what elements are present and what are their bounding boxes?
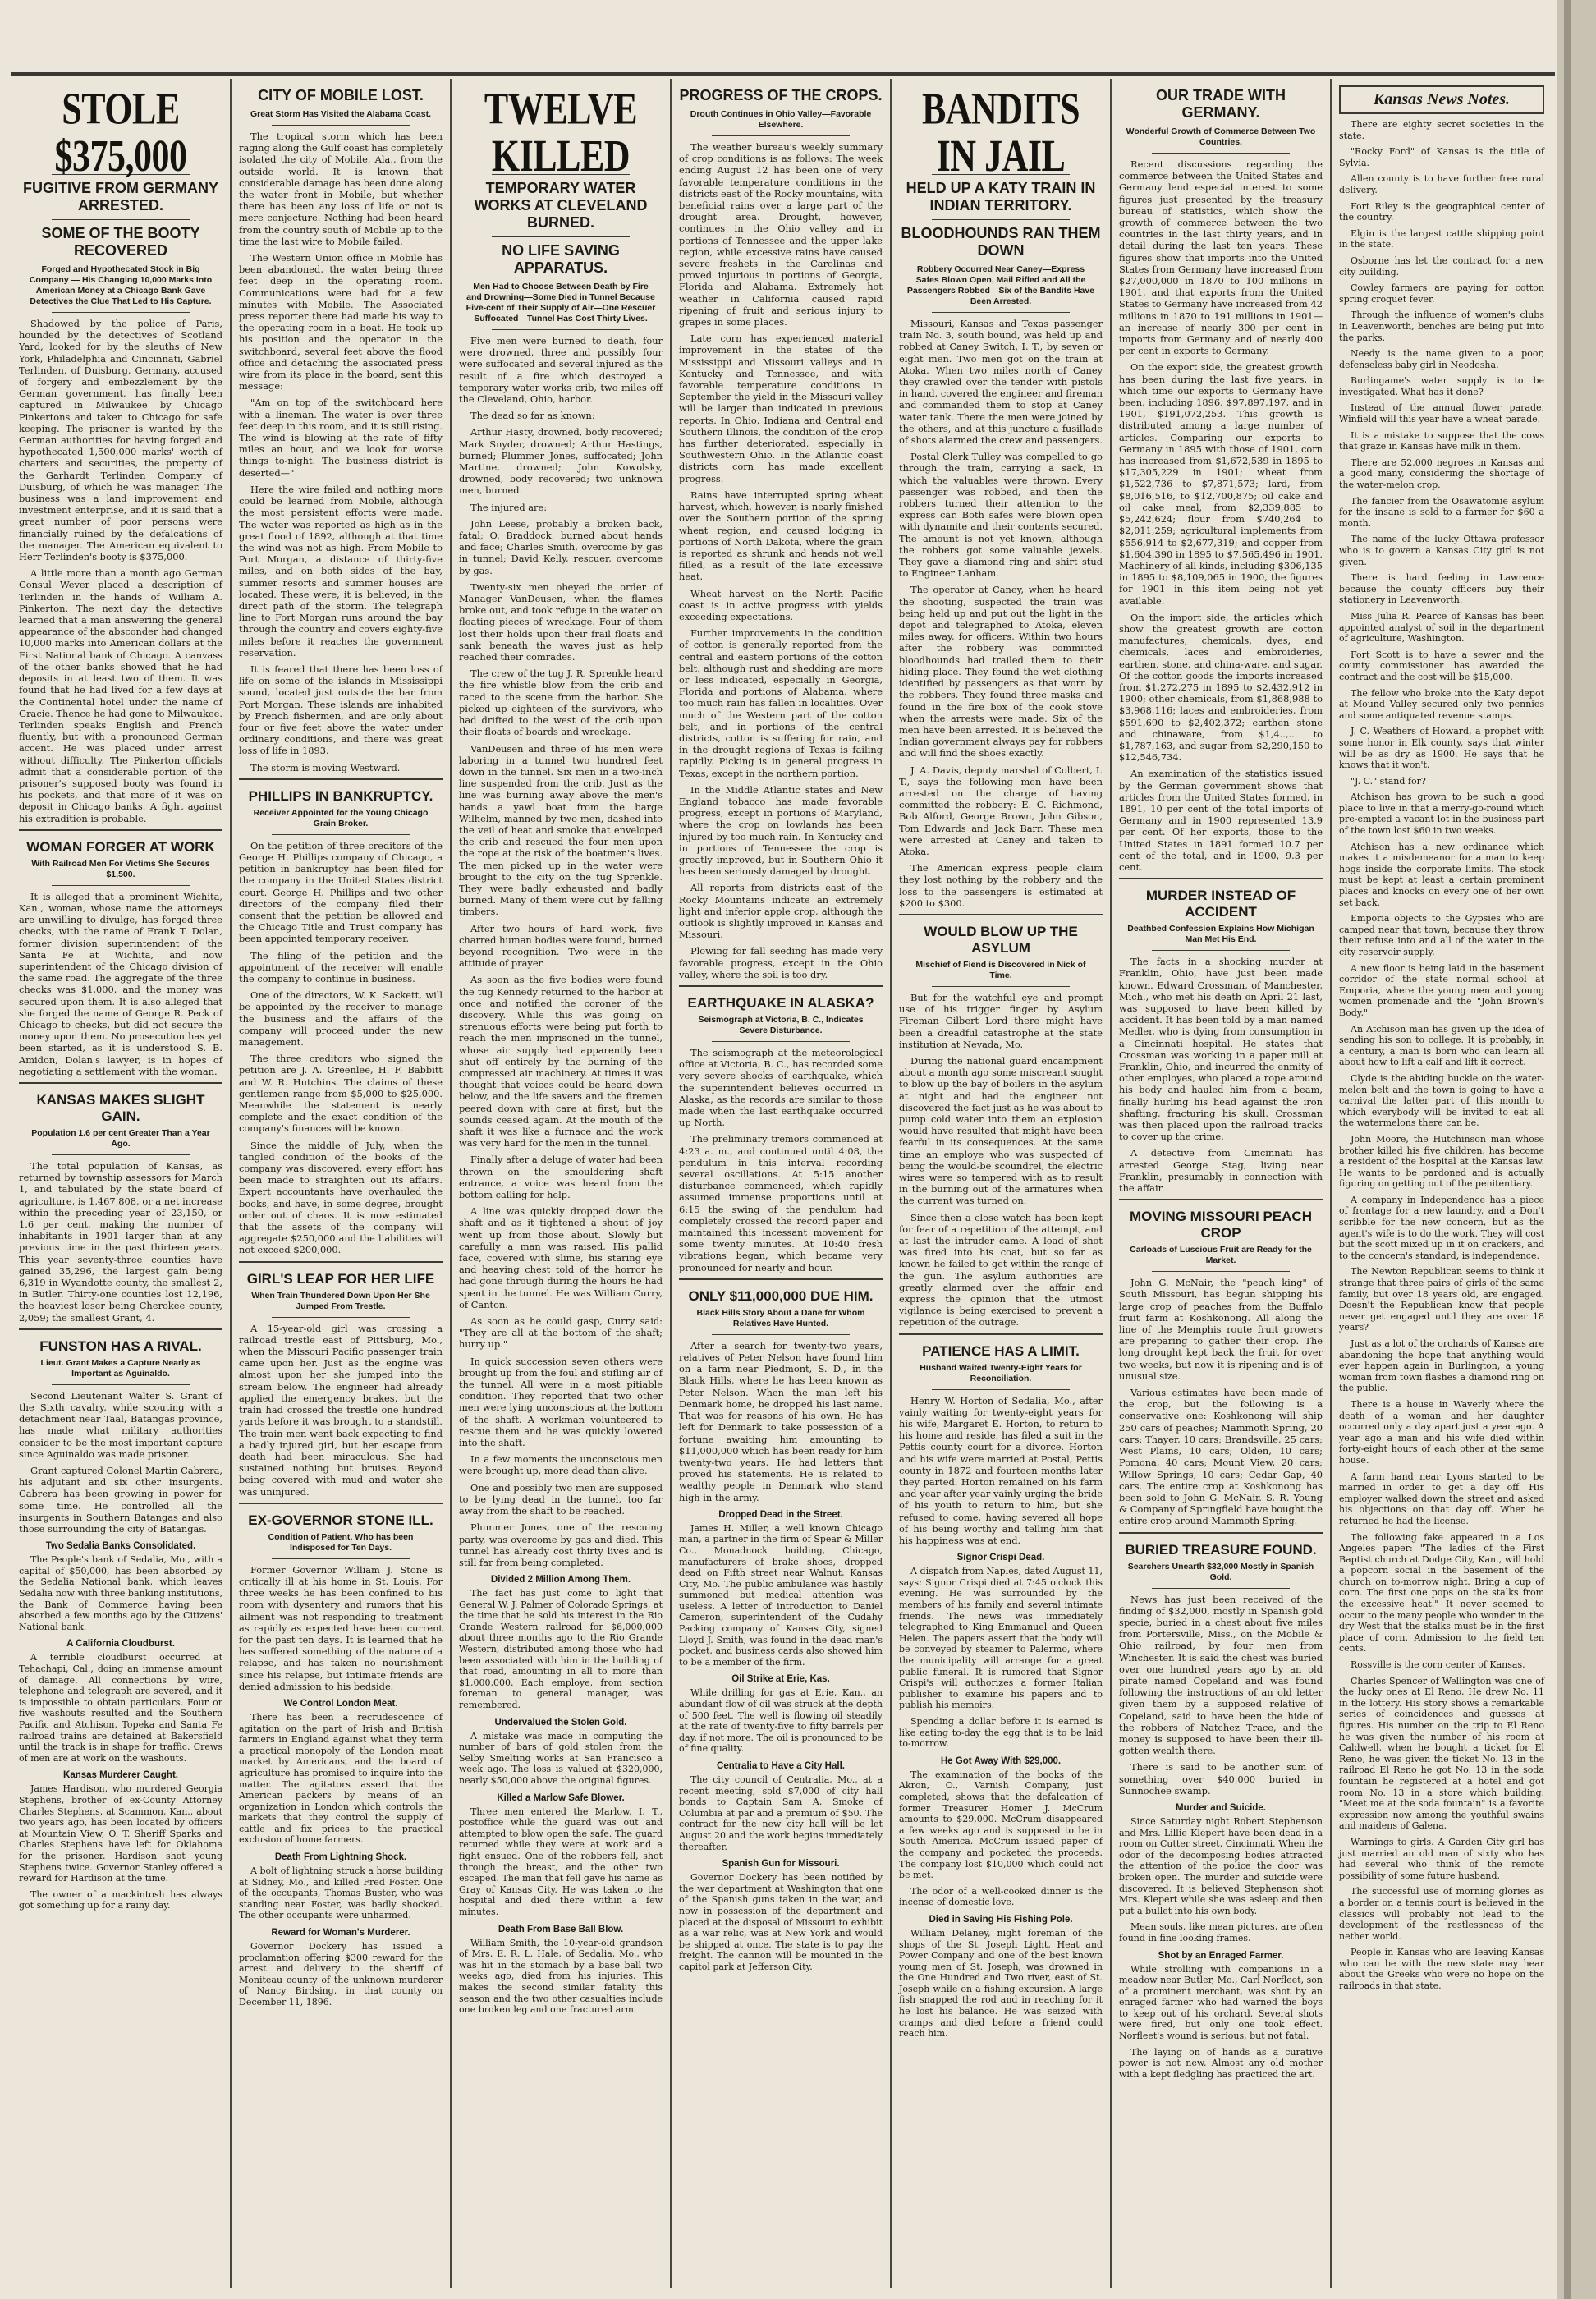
column-4 xyxy=(672,79,892,2288)
brief-headline: Murder and Suicide. xyxy=(1176,1802,1266,1813)
rule xyxy=(1152,1271,1290,1272)
news-note: Allen county is to have further free rural delivery. xyxy=(1339,173,1544,195)
rule xyxy=(52,219,190,220)
news-note: Elgin is the largest cattle shipping point in the state. xyxy=(1339,227,1544,250)
news-note: Needy is the name given to a poor, defenseless baby girl in Neodesha. xyxy=(1339,348,1544,370)
news-note: There is hard feeling in Lawrence because the county officers buy their stationery in Leavenworth. xyxy=(1339,572,1544,606)
headline-deck: Searchers Unearth $32,000 Mostly in Spanish Gold. xyxy=(1127,1561,1314,1582)
headline-deck: Condition of Patient, Who has been Indisposed for Ten Days. xyxy=(268,1531,414,1553)
brief-paragraph: The city council of Centralia, Mo., at a recent meeting, sold $7,000 of city hall bonds to Captain Sam A. Smoke of Columbia at par and a premium of $50. The contract for the new city hall will be let August 20 and the work begins immediately thereafter. xyxy=(679,1774,883,1852)
article-paragraph: Here the wire failed and nothing more could be learned from Mobile, although the most persistent efforts were made. The water was reported as high as in the great flood of 1892, although at that time the wind was not as high. From Mobile to Port Morgan, a distance of thirty-five miles, and on both sides of the bay, summer resorts and summer houses are located. These were, it is believed, in the direct path of the storm. The telegraph line to Fort Morgan runs around the bay through the country and covers eighty-five miles before it reaches the government reservation. xyxy=(239,483,443,658)
rule xyxy=(19,1328,222,1330)
brief-headline: Death From Base Ball Blow. xyxy=(498,1924,624,1934)
news-note: Atchison has a new ordinance which makes it a misdemeanor for a man to keep hogs inside the corporate limits. The stock must be kept at least a certain prominent places and knocks on every one of her own set back. xyxy=(1339,841,1544,908)
brief-paragraph: William Delaney, night foreman of the shops of the St. Joseph Light, Heat and Power Company and one of the best known young men of St. Joseph, was drowned in the One Hundred and Two river, east of St. Joseph while on a fishing excursion. A large fish snapped the rod and in reaching for it he lost his balance. He was seized with cramps and died before a friend could reach him. xyxy=(899,1927,1103,2040)
rule xyxy=(1152,1588,1290,1589)
headline-deck: Husband Waited Twenty-Eight Years for Reconciliation. xyxy=(920,1362,1082,1384)
article-paragraph: The American express people claim they lost nothing by the robbery and the loss to the passengers is estimated at $200 to $300. xyxy=(899,862,1103,909)
headline: EX-GOVERNOR STONE ILL. xyxy=(248,1512,433,1528)
rule xyxy=(272,1317,410,1318)
headline: PROGRESS OF THE CROPS. xyxy=(679,87,883,103)
article-paragraph: Twenty-six men obeyed the order of Manager VanDeusen, when the flames broke out, and took refuge in the water on floating pieces of wreckage. Four of them lost their holds upon their frail floats and sank beneath the waves just as help reached their comrades. xyxy=(459,580,663,663)
article-paragraph: Late corn has experienced material improvement in the states of the Mississippi and Missouri valleys and in Kentucky and Tennessee, and with favorable temperature conditions in September the yield in the Missouri valley will be larger than indicated in previous reports. In Ohio, Indiana and Central and Southern Illinois, the condition of the crop has further deteriorated, especially in Southwestern Ohio. In the Atlantic coast districts corn has made excellent progress. xyxy=(679,333,883,484)
rule xyxy=(932,1389,1070,1390)
brief-headline: Died in Saving His Fishing Pole. xyxy=(929,1914,1073,1925)
article-paragraph: On the petition of three creditors of the George H. Phillips company of Chicago, a petition in bankruptcy has been filed for the company in the United States district court. George H. Phillips and two other directors of the company filed their consent that the petition be allowed and the Chicago Title and Trust company has been appointed temporary receiver. xyxy=(239,839,443,945)
article-paragraph: John Leese, probably a broken back, fatal; O. Braddock, burned about hands and face; Charles Smith, overcome by gas in tunnel; David Kelly, rescuer, overcome by gas. xyxy=(459,517,663,576)
rule xyxy=(932,219,1070,220)
brief-headline: Undervalued the Stolen Gold. xyxy=(494,1717,627,1728)
article-paragraph: The injured are: xyxy=(470,501,548,513)
filler-item: The odor of a well-cooked dinner is the incense of domestic love. xyxy=(899,1885,1103,1908)
column-6 xyxy=(1112,79,1332,2288)
article-paragraph: VanDeusen and three of his men were laboring in a tunnel two hundred feet down in the tunnel. Six men in a two-inch line suspended from the crib. Just as the line was burning away above the men's hands a yawl boat from the barge Wilhelm, manned by two men, dashed into the veil of heat and smoke that enveloped the crib and rescued the four men upon the rope at the risk of the boatmen's lives. The men picked up in the water were brought to the city on the tug Sprenkle. They were badly exhausted and badly burned. Many of them were cut by falling timbers. xyxy=(459,742,663,918)
headline: STOLE $375,000 xyxy=(54,83,187,181)
brief-paragraph: The People's bank of Sedalia, Mo., with a capital of $50,000, has been absorbed by the Sedalia National bank, which leaves Sedalia now with three banking institutions, the Bank of Commerce having been absorbed a few months ago by the Citizens' National bank. xyxy=(19,1554,222,1632)
article-paragraph: Finally after a deluge of water had been thrown on the smouldering shaft entrance, a voice was heard from the bottom calling for help. xyxy=(459,1154,663,1201)
article-paragraph: Since the middle of July, when the tangled condition of the books of the company was discovered, every effort has been made to straighten out its affairs. Expert accountants have overhauled the books, and have, in some degree, brought order out of chaos. It is now estimated that the assets of the company will aggregate $250,000 and the liabilities will not exceed $200,000. xyxy=(239,1139,443,1256)
headline-deck: Forged and Hypothecated Stock in Big Company — His Changing 10,000 Marks Into American Money at a Chicago Bank Gave Detectives the Clue That Led to His Capture. xyxy=(29,264,213,306)
article-paragraph: It is alleged that a prominent Wichita, Kan., woman, whose name the attorneys are unwilling to divulge, has forged three checks, with the name of Frank T. Dolan, former division superintendent of the Santa Fe at Wichita, and now superintendent of the Chicago division of the same road. The aggregate of the three checks was $1,000, and the money was secured upon them. It is also alleged that she forged the name of George R. Peck of Chicago to checks, but did not secure the money upon them. No prosecution has yet been started, as it is understood S. B. Amidon, Dolan's lawyer, is in hopes of negotiating a settlement with the woman. xyxy=(19,890,222,1077)
article-paragraph: Shadowed by the police of Paris, hounded by the detectives of Scotland Yard, looked for by the sleuths of New York, Philadelphia and Cincinnati, Gabriel Terlinden, of Duisburg, Germany, accused of forgery and embezzlement by the German government, has finally been captured in Milwaukee by Chicago Pinkertons and taken to Chicago for safe keeping. The prisoner is wanted by the German authorities for having forged and hypothecated 1,500,000 marks' worth of charters and securities, the property of the Garhardt Terlinden Company of Duisburg, of which he was manager. The business was a land improvement and investment enterprise, and it is said that a great number of poor persons were financially ruined by the defalcations of the manager. The American equivalent to Herr Terlinden's booty is $375,000. xyxy=(19,318,222,563)
page-binding-strip xyxy=(1564,0,1571,2299)
rule xyxy=(492,236,630,237)
column-3 xyxy=(452,79,672,2288)
subheadline: SOME OF THE BOOTY RECOVERED xyxy=(41,225,200,259)
news-note: A farm hand near Lyons started to be married in order to get a day off. His employer walked down the street and asked his objections on that day off. When he returned he had the license. xyxy=(1339,1471,1544,1526)
news-note: Warnings to girls. A Garden City girl has just married an old man of sixty who has had several who think of the remote possibility of some future husband. xyxy=(1339,1836,1544,1881)
news-note: An Atchison man has given up the idea of sending his son to college. It is probably, in a century, a man is born who can learn all about how to lift a calf and lift it correct. xyxy=(1339,1023,1544,1068)
rule xyxy=(52,1384,190,1385)
brief-headline: Signor Crispi Dead. xyxy=(956,1553,1045,1563)
subheadline: FUGITIVE FROM GERMANY ARRESTED. xyxy=(23,180,218,213)
news-note: "J. C." stand for? xyxy=(1351,775,1426,787)
subheadline: TEMPORARY WATER WORKS AT CLEVELAND BURNED. xyxy=(474,180,648,231)
brief-paragraph: While strolling with companions in a meadow near Butler, Mo., Carl Norfleet, son of a prominent merchant, was shot by an enraged farmer who had warned the boys to keep out of his orchard. Several shots were fired, but only one took effect. Norfleet's wound is serious, but not fatal. xyxy=(1119,1963,1323,2042)
headline: WOULD BLOW UP THE ASYLUM xyxy=(924,923,1078,956)
filler-item: Spending a dollar before it is earned is like eating to-day the egg that is to be laid to-morrow. xyxy=(899,1716,1103,1750)
news-note: It is a mistake to suppose that the cows that graze in Kansas have milk in them. xyxy=(1339,429,1544,452)
rule xyxy=(932,986,1070,987)
brief-paragraph: Since Saturday night Robert Stephenson and Mrs. Lillie Klepert have been dead in a room on Cutter street, Cincinnati. When the odor of the decomposing bodies attracted the attention of the police the door was broken open. The murder and suicide were discovered. It is believed Stephenson shot Mrs. Klepert while she was asleep and then put a bullet into his own body. xyxy=(1119,1815,1323,1916)
headline: BURIED TREASURE FOUND. xyxy=(1125,1541,1317,1558)
article-paragraph: A 15-year-old girl was crossing a railroad trestle east of Pittsburg, Mo., when the Missouri Pacific passenger train came upon her. Just as the engine was almost upon her she jumped into the stream below. The engineer had already applied the emergency brakes, but the train had crossed the trestle one hundred yards before it was brought to a standstill. The train men went back expecting to find a badly injured girl, but her escape from death had been miraculous. She had sustained nothing but bruises. Beyond being covered with mud and water she was uninjured. xyxy=(239,1322,443,1498)
news-note: Through the influence of women's clubs in Leavenworth, benches are being put into the parks. xyxy=(1339,310,1544,343)
rule xyxy=(679,1278,883,1280)
news-note: The following fake appeared in a Los Angeles paper: "The ladies of the First Baptist church at Dodge City, Kan., will hold a popcorn social in the basement of the church on to-morrow night. Bring a cup of corn. The first one pops on the stalks from the excessive heat." It never seemed to occur to the many people who wonder in the dry West that the stalks must be in the first place of corn. Admission to the field ten cents. xyxy=(1339,1531,1544,1654)
news-note: Emporia objects to the Gypsies who are camped near that town, because they throw their refuse into and all of the water in the city reservoir supply. xyxy=(1339,913,1544,957)
article-paragraph: As soon as the five bodies were found the tug Kennedy returned to the harbor at once and notified the coroner of the discovery. While this was going on strenuous efforts were being put forth to reach the men imprisoned in the tunnel, whose air supply had apparently been shut off entirely by the burning of the compressed air machinery. At times it was thought that voices could be heard down below, and the life savers and the firemen peered down with care at first, but the sounds ceased again. At the mouth of the shaft it was like a furnace and the work was very hard for the men in the tunnel. xyxy=(459,974,663,1150)
headline-deck: Great Storm Has Visited the Alabama Coast. xyxy=(250,109,431,119)
rule xyxy=(272,834,410,835)
rule xyxy=(239,778,443,780)
masthead-rule xyxy=(11,72,1555,76)
rule xyxy=(1152,153,1290,154)
article-paragraph: The storm is moving Westward. xyxy=(250,761,401,773)
brief-headline: Oil Strike at Erie, Kas. xyxy=(732,1674,830,1685)
brief-headline: Divided 2 Million Among Them. xyxy=(490,1575,631,1585)
rule xyxy=(1152,950,1290,951)
news-note: Osborne has let the contract for a new city building. xyxy=(1339,255,1544,278)
brief-headline: Killed a Marlow Safe Blower. xyxy=(497,1792,625,1803)
rule xyxy=(679,985,883,987)
brief-paragraph: There has been a recrudescence of agitation on the part of Irish and British farmers in England against what they term a practical monopoly of the London meat market by Americans, and the board of agriculture has promised to inquire into the matter. The agitators assert that the American packers by means of an organization in London which controls the markets that they control the supply of cattle and fix prices to the practical exclusion of home farmers. xyxy=(239,1711,443,1846)
news-note: Fort Scott is to have a sewer and the county commissioner has awarded the contract and the cost will be $15,000. xyxy=(1339,649,1544,682)
news-note: There are 52,000 negroes in Kansas and a good many, considering the shortage of the water-melon crop. xyxy=(1339,457,1544,491)
brief-headline: Kansas Murderer Caught. xyxy=(63,1770,178,1781)
brief-headline: Reward for Woman's Murderer. xyxy=(271,1928,410,1939)
page-edge xyxy=(1557,0,1596,2299)
article-paragraph: As soon as he could gasp, Curry said: "They are all at the bottom of the shaft; hurry up." xyxy=(459,1315,663,1351)
rule xyxy=(19,829,222,831)
brief-headline: We Control London Meat. xyxy=(283,1698,398,1709)
rule xyxy=(1119,1532,1323,1534)
brief-paragraph: A bolt of lightning struck a horse building at Sidney, Mo., and killed Fred Foster. One of the occupants, Thomas Buster, who was standing near Foster, was badly shocked. The other occupants were unharmed. xyxy=(239,1865,443,1921)
headline-deck: Wonderful Growth of Commerce Between Two Countries. xyxy=(1126,126,1316,147)
news-note: The successful use of morning glories as a border on a tennis court is believed in the classics will probably not lead to the development of the restlessness of the nether world. xyxy=(1339,1886,1544,1942)
headline: KANSAS MAKES SLIGHT GAIN. xyxy=(36,1091,205,1124)
subheadline: HELD UP A KATY TRAIN IN INDIAN TERRITORY. xyxy=(906,180,1096,213)
filler-item: Mean souls, like mean pictures, are often found in fine looking frames. xyxy=(1119,1921,1323,1943)
news-note: Clyde is the abiding buckle on the water-melon belt and the town is going to have a carnival the latter part of this month to which everybody will be invited to eat all the watermelons there can be. xyxy=(1339,1072,1544,1129)
article-paragraph: After two hours of hard work, five charred human bodies were found, burned beyond recognition. Two were in the attitude of prayer. xyxy=(459,922,663,970)
rule xyxy=(712,1041,850,1042)
headline-deck: Carloads of Luscious Fruit are Ready for the Market. xyxy=(1130,1245,1312,1266)
headline-deck: Lieut. Grant Makes a Capture Nearly as Important as Aguinaldo. xyxy=(40,1357,201,1379)
headline: GIRL'S LEAP FOR HER LIFE xyxy=(246,1270,435,1287)
brief-headline: He Got Away With $29,000. xyxy=(940,1755,1062,1766)
headline: ONLY $11,000,000 DUE HIM. xyxy=(688,1287,874,1304)
article-paragraph: News has just been received of the finding of $32,000, mostly in Spanish gold specie, buried in a chest about five miles from Portersville, Miss., on the Mobile & Ohio railroad, by four men from Winchester. It is said the chest was buried over one hundred years ago by an old pirate named Copeland and was found following the instructions of an old letter given them by a supposed relative of Copeland, said to have been the hide of the robbers of Natchez Trace, and the money is supposed to have been their ill-gotten wealth there. xyxy=(1119,1593,1323,1757)
rule xyxy=(52,312,190,313)
headline-deck: Seismograph at Victoria, B. C., Indicates Severe Disturbance. xyxy=(698,1015,864,1036)
headline-deck: With Railroad Men For Victims She Secures $1,500. xyxy=(31,858,210,879)
article-paragraph: All reports from districts east of the Rocky Mountains indicate an extremely light and inferior apple crop, although the outlook is slightly improved in Kansas and Missouri. xyxy=(679,882,883,941)
article-paragraph: Wheat harvest on the North Pacific coast is in active progress with yields exceeding expectations. xyxy=(679,587,883,622)
brief-paragraph: Governor Dockery has been notified by the war department at Washington that one of the Spanish guns taken in the war, and now in possession of the department and placed at the disposal of Missouri to exhibit as a war relic, was at New York and would be shipped at once. The state is to pay the freight. The cannon will be mounted in the capitol park at Jefferson City. xyxy=(679,1872,883,1972)
subheadline: NO LIFE SAVING APPARATUS. xyxy=(502,242,620,276)
brief-paragraph: A terrible cloudburst occurred at Tehachapi, Cal., doing an immense amount of damage. All connections by wire, telephone and telegraph are severed, and it is impossible to obtain particulars. Four or five washouts resulted and the Southern Pacific and Atchison, Topeka and Santa Fe railroad trains are detained at Bakersfield until the track is in shape for traffic. Crews of men are at work on the washouts. xyxy=(19,1652,222,1764)
rule xyxy=(239,1503,443,1504)
news-note: Charles Spencer of Wellington was one of the lucky ones at El Reno. He drew No. 11 in the lottery. His story shows a remarkable series of coincidences and guesses at figures. His number on the trip to El Reno he was given the number of his room at Caldwell, when he bought a ticket for El Reno, he was given the ticket No. 13 in the railroad El Reno he got No. 13 in the soda fountain he registered at a hotel and got room No. 13 in a store which building. "Meet me at the soda fountain" is a favorite expression now among the youthful swains and maidens of Galena. xyxy=(1339,1675,1544,1832)
article-paragraph: The weather bureau's weekly summary of crop conditions is as follows: The week ending August 12 has been one of very favorable temperature conditions in the districts east of the Rocky mountains, with beneficial rains over a large part of the drought area. Drought, however, continues in the Ohio valley and in portions of Tennessee and the upper lake region, while excessive rains have caused severe freshets in the Carolinas and proved injurious in portions of Georgia, Florida and Alabama. Extremely hot weather in California caused rapid ripening of fruit and serious injury to grapes in some places. xyxy=(679,141,883,328)
column-2 xyxy=(232,79,452,2288)
rule xyxy=(52,885,190,886)
headline: PHILLIPS IN BANKRUPTCY. xyxy=(248,787,433,804)
news-notes-heading: Kansas News Notes. xyxy=(1339,85,1544,114)
article-paragraph: Plowing for fall seeding has made very favorable progress, except in the Ohio valley, where the soil is too dry. xyxy=(679,945,883,980)
rule xyxy=(712,1334,850,1335)
headline: MURDER INSTEAD OF ACCIDENT xyxy=(1145,888,1296,920)
article-paragraph: The filing of the petition and the appointment of the receiver will enable the company to continue in business. xyxy=(239,949,443,984)
headline: OUR TRADE WITH GERMANY. xyxy=(1156,87,1286,121)
headline-deck: Deathbed Confession Explains How Michigan Man Met His End. xyxy=(1127,924,1314,945)
brief-headline: Dropped Dead in the Street. xyxy=(718,1509,843,1520)
article-paragraph: There is said to be another sum of something over $40,000 buried in Sunnochee swamp. xyxy=(1119,1761,1323,1797)
column-7 xyxy=(1332,79,1552,2288)
rule xyxy=(899,1333,1103,1335)
article-paragraph: "Am on top of the switchboard here with a lineman. The water is over three feet deep in this room, and it is still rising. The wind is blowing at the rate of fifty miles an hour, and we look for worse things to-night. The business district is deserted—" xyxy=(239,397,443,479)
article-paragraph: Recent discussions regarding the commerce between the United States and Germany lend especial interest to some figures just presented by the treasury bureau of statistics, which show the growth of commerce between the two countries in the last thirty years, and in detail during the last ten years. These figures show that imports into the United States from Germany have increased from $27,000,000 in 1870 to 100 millions in 1901, and that exports from the United States to Germany have increased from 42 millions in 1870 to 191 millions in 1901—an increase of nearly 300 per cent in imports from Germany and of nearly 400 per cent in exports to Germany. xyxy=(1119,158,1323,357)
news-note: "Rocky Ford" of Kansas is the title of Sylvia. xyxy=(1339,146,1544,168)
article-paragraph: One and possibly two men are supposed to be lying dead in the tunnel, too far away from the shaft to be reached. xyxy=(459,1481,663,1517)
brief-paragraph: Three men entered the Marlow, I. T., postoffice while the guard was out and attempted to blow open the safe. The guard returned while they were at work and a fight ensued. One of the robbers fell, shot through the breast, and the other two escaped. The man that fell gave his name as Gray of Kansas City. He was taken to the hospital and died there within a few minutes. xyxy=(459,1806,663,1917)
brief-headline: Spanish Gun for Missouri. xyxy=(722,1859,840,1870)
rule xyxy=(52,1154,190,1155)
article-paragraph: Henry W. Horton of Sedalia, Mo., after vainly waiting for twenty-eight years for his wife, Margaret E. Horton, to return to his home and reside, has filed a suit in the Pettis county court for a divorce. Horton and his wife were married at Postal, Pettis county in 1872 and fourteen months later they parted. Horton remained on his farm and year after year vainly urging the bride of his youth to return to him, but she refused to come, having severed all hope of his being worthy and telling him that his happiness was at end. xyxy=(899,1394,1103,1547)
news-note: Burlingame's water supply is to be investigated. What has it done? xyxy=(1339,375,1544,397)
article-paragraph: An examination of the statistics issued by the German government shows that articles from the United States formed, in 1891, 10 per cent of the total imports of Germany and in 1900 represented 13.9 per cent. Of her exports, those to the United States in 1891 formed 10.7 per cent of the total, and in 1900, 9.3 per cent. xyxy=(1119,768,1323,873)
brief-headline: Shot by an Enraged Farmer. xyxy=(1158,1950,1284,1961)
article-paragraph: A line was quickly dropped down the shaft and as it tightened a shout of joy went up from those about. Slowly but carefully a man was raised. His pallid face, covered with slime, his staring eye and heaving chest told of the horror he had gone through during the hours he had spent in the tunnel. He was William Curry, of Canton. xyxy=(459,1205,663,1310)
news-note: The fancier from the Osawatomie asylum for the insane is sold to a farmer for $60 a month. xyxy=(1339,495,1544,529)
rule xyxy=(492,329,630,330)
article-paragraph: Five men were burned to death, four were drowned, three and possibly four were suffocated and several injured as the result of a fire which destroyed a temporary water works crib, two miles off the Cleveland, Ohio, harbor. xyxy=(459,335,663,406)
brief-headline: A California Cloudburst. xyxy=(66,1639,175,1650)
column-1 xyxy=(11,79,232,2288)
news-note: The fellow who broke into the Katy depot at Mound Valley secured only two pennies and some antiquated revenue stamps. xyxy=(1339,687,1544,721)
article-paragraph: The three creditors who signed the petition are J. A. Greenlee, H. F. Babbitt and W. R. Hutchins. The claims of these gentlemen range from $5,000 to $25,000. Meanwhile the statement is nearly complete and the exact condition of the company's finances will be known. xyxy=(239,1053,443,1135)
headline: WOMAN FORGER AT WORK xyxy=(26,838,215,855)
rule xyxy=(272,125,410,126)
news-note: A new floor is being laid in the basement corridor of the state normal school at Emporia, where the young men and young women promenade and the "John Brown's Body." xyxy=(1339,962,1544,1018)
rule xyxy=(1119,878,1323,879)
article-paragraph: One of the directors, W. K. Sackett, will be appointed by the receiver to manage the business and the affairs of the company will proceed under the new management. xyxy=(239,989,443,1049)
headline-deck: When Train Thundered Down Upon Her She Jumped From Trestle. xyxy=(251,1290,430,1311)
headline-deck: Men Had to Choose Between Death by Fire and Drowning—Some Died in Tunnel Because Five-cent of Their Supply of Air—One Rescuer Suffocated—Tunnel Has Cost Thirty Lives. xyxy=(466,282,656,324)
headline: EARTHQUAKE IN ALASKA? xyxy=(687,995,874,1012)
article-paragraph: After a search for twenty-two years, relatives of Peter Nelson have found him on a farm near Piedmont, S. D., in the Black Hills, where he has been known as Peter Nelson. When the man left his Denmark home, he dropped his last name. That was for reasons of his own. He has left for Denmark to take possession of a fortune awaiting him amounting to $11,000,000 which has been ready for him twenty-two years. He had letters that proved his statements. He is related to wealthy people in Denmark who stand high in the army. xyxy=(679,1339,883,1503)
article-paragraph: On the import side, the articles which show the greatest growth are cotton manufactures, chemicals, dyes, and chemicals, laces and embroideries, earthen, stone, and china-ware, and sugar. Of the cotton goods the imports increased from $1,272,275 in 1895 to $2,432,912 in 1900; other chemicals, from $1,868,988 to $3,968,116; laces and embroideries, from $591,690 to $2,402,372; earthen stone and chinaware, from $1,4..,... to $1,787,163, and sugar from $2,290,150 to $12,546,734. xyxy=(1119,611,1323,764)
headline: BANDITS IN JAIL xyxy=(921,83,1080,181)
article-paragraph: In a few moments the unconscious men were brought up, more dead than alive. xyxy=(459,1453,663,1477)
brief-paragraph: While drilling for gas at Erie, Kan., an abundant flow of oil was struck at the depth of 500 feet. The well is flowing oil steadily at the rate of twenty-five to fifty barrels per day, if not more. The oil is pronounced to be of fine quality. xyxy=(679,1687,883,1755)
rule xyxy=(712,135,850,136)
news-note: The name of the lucky Ottawa professor who is to govern a Kansas City girl is not given. xyxy=(1339,534,1544,567)
news-note: Miss Julia R. Pearce of Kansas has been appointed analyst of soil in the department of agriculture, Washington. xyxy=(1339,610,1544,645)
article-paragraph: The dead so far as known: xyxy=(470,410,595,422)
brief-paragraph: James H. Miller, a well known Chicago man, a partner in the firm of Spear & Miller Co., Monadnock building, Chicago, manufacturers of brake shoes, dropped dead on Fifth street near Walnut, Kansas City, Mo. The public ambulance was hastily summoned but medical attention was useless. A letter of introduction to Daniel Cameron, superintendent of the Cudahy Packing company of Kansas City, signed Lloyd J. Smith, was found in the dead man's pocket, and business cards also showed him to be a member of the firm. xyxy=(679,1522,883,1668)
rule xyxy=(19,1082,222,1084)
article-paragraph: The facts in a shocking murder at Franklin, Ohio, have just been made known. Edward Crossman, of Manchester, Mich., who met his death on April 21 last, was supposed to have been killed by accident. It has been told by a man named Medler, who is dying from consumption in a Cincinnati hospital. He states that Crossman was working in a paper mill at Franklin, Ohio, and incurred the enmity of other employes, who placed a rope around his body and hauled him from a beam, finally hurling his head against the iron shafting, fracturing his skull. Crossman was then placed upon the railroad tracks to cover up the crime. xyxy=(1119,956,1323,1143)
news-note: A company in Independence has a piece of frontage for a new laundry, and a Don't scribble for the new concern, but as the agent's wife is to do the work. They will cost but the scott mixed up in it on crackers, and to the concern's standard, is independence. xyxy=(1339,1194,1544,1261)
brief-paragraph: James Hardison, who murdered Georgia Stephens, brother of ex-County Attorney Charles Stephens, at Scammon, Kan., about two years ago, has been located by officers at Mountain View, O. T. Sheriff Sparks and Charles Stephens have left for Oklahoma for the prisoner. Hardison shot young Stephens twice. Governor Stanley offered a reward for Hardison at the time. xyxy=(19,1783,222,1884)
news-note: There are eighty secret societies in the state. xyxy=(1339,119,1544,141)
article-paragraph: The preliminary tremors commenced at 4:23 a. m., and continued until 4:08, the pendulum in this interval recording several oscillations. At 5:15 another disturbance commenced, which rapidly assumed immense proportions until at 6:15 the swing of the pendulum had completely crossed the record paper and maintained this incessant movement for some twenty minutes. At 10:40 fresh vibrations began, which became very pronounced for nearly and hour. xyxy=(679,1133,883,1273)
news-note: John Moore, the Hutchinson man whose brother killed his five children, has become a resident of the hospital at the Kansas law. He wants to be pardoned and is actually figuring on getting out of the penitentiary. xyxy=(1339,1133,1544,1190)
column-5 xyxy=(892,79,1112,2288)
brief-paragraph: Governor Dockery has issued a proclamation offering $300 reward for the arrest and delivery to the sheriff of Moniteau county of the unknown murderer of Nancy Birdsing, in that county on December 11, 1896. xyxy=(239,1941,443,2008)
headline-deck: Drouth Continues in Ohio Valley—Favorable Elsewhere. xyxy=(690,109,872,130)
headline: MOVING MISSOURI PEACH CROP xyxy=(1130,1209,1312,1241)
brief-headline: Centralia to Have a City Hall. xyxy=(717,1761,845,1771)
article-paragraph: In quick succession seven others were brought up from the foul and stifling air of the tunnel. All were in a most pitiable condition. They reported that two other men were lying unconscious at the bottom of the shaft. A workman volunteered to rescue them and he was quickly lowered into the shaft. xyxy=(459,1355,663,1449)
headline: TWELVE KILLED xyxy=(484,83,638,181)
news-note: The Newton Republican seems to think it strange that three pairs of girls of the same family, but over 18 years old, are engaged. Doesn't the Republican know that people never get engaged until they are over 18 years? xyxy=(1339,1266,1544,1333)
subheadline: BLOODHOUNDS RAN THEM DOWN xyxy=(901,225,1101,259)
article-paragraph: During the national guard encampment about a month ago some miscreant sought to blow up the bay of boilers in the asylum at night and had the engineer not discovered the fact just as he was about to pump cold water into them an explosion would have resulted that might have been fearful in its consequences. At the same time an employe who was suspected of being the would-be scoundrel, the electric wires were so tampered with as to result in the burning out of the armatures when the current was turned on. xyxy=(899,1054,1103,1207)
filler-item: The owner of a mackintosh has always got something up for a rainy day. xyxy=(19,1888,222,1911)
article-paragraph: The tropical storm which has been raging along the Gulf coast has completely isolated the city of Mobile, Ala., from the outside world. It is known that considerable damage has been done along the water front in Mobile, but whether there has been any loss of life or not is mere conjecture. Nothing had been heard from the country south of Mobile up to the time the last wire to Mobile failed. xyxy=(239,131,443,247)
article-paragraph: The crew of the tug J. R. Sprenkle heard the fire whistle blow from the crib and raced to the scene from the harbor. She picked up eighteen of the survivors, who had drifted to the west of the crib upon their floats of boards and wreckage. xyxy=(459,668,663,738)
brief-headline: Two Sedalia Banks Consolidated. xyxy=(45,1541,196,1552)
news-note: Instead of the annual flower parade, Winfield will this year have a wheat parade. xyxy=(1339,402,1544,425)
news-note: Atchison has grown to be such a good place to live in that a merry-go-round which pre-empted a vacant lot in the business part of the town lost $60 in two weeks. xyxy=(1339,792,1544,837)
article-paragraph: The seismograph at the meteorological office at Victoria, B. C., has recorded some very severe shocks of earthquake, which the superintendent believes occurred in Alaska, as the records are similar to those made when the last earthquake occurred up North. xyxy=(679,1047,883,1129)
rule xyxy=(239,1261,443,1263)
brief-headline: Death From Lightning Shock. xyxy=(274,1852,407,1863)
article-paragraph: It is feared that there has been loss of life on some of the islands in Mississippi sound, located just outside the bar from Port Morgan. These islands are inhabited by French fishermen, and are only about four or five feet above the water under ordinary conditions, and there was great loss of life in 1893. xyxy=(239,663,443,757)
headline: FUNSTON HAS A RIVAL. xyxy=(39,1338,202,1354)
article-paragraph: Arthur Hasty, drowned, body recovered; Mark Snyder, drowned; Arthur Hastings, burned; Plummer Jones, suffocated; John Martine, drowned; John Kowolsky, drowned, body recovered; two unknown men, burned. xyxy=(459,426,663,497)
article-paragraph: Postal Clerk Tulley was compelled to go through the train, carrying a sack, in which the valuables were thrown. Every passenger was robbed, and then the robbers turned their attention to the express car. Both safes were blown open with dynamite and their contents secured. The amount is not yet known, although the robbers got some valuable jewels. They gave a diamond ring and shirt stud to Engineer Lanham. xyxy=(899,451,1103,580)
rule xyxy=(1119,1199,1323,1200)
news-note: There is a house in Waverly where the death of a woman and her daughter occurred only a day apart just a year ago. A year ago a man and his wife died within forty-eight hours of each other at the same house. xyxy=(1339,1398,1544,1466)
brief-paragraph: The examination of the books of the Akron, O., Varnish Company, just completed, shows that the defalcation of former Treasurer Homer J. McCrum amounts to $29,000. McCrum disappeared a few weeks ago and is supposed to be in South America. McCrum issued paper of the company and pocketed the proceeds. The company lost $10,000 which could not be met. xyxy=(899,1769,1103,1881)
article-paragraph: On the export side, the greatest growth has been during the last five years, in which time our exports to Germany have been, including 1896, $97,897,197, and in 1901, $191,072,253. This growth is distributed among a large number of articles. Comparing our exports to Germany in 1895 with those of 1901, corn has increased from $1,672,539 in 1895 to $17,305,229 in 1901; wheat from $1,522,736 to $7,871,573; lard, from $8,016,516, to $12,700,875; oil cake and oil cake meal, from $2,339,885 to $5,242,624; flour from $740,264 to $2,011,259; agricultural implements from $556,914 to $2,677,319; and copper from $1,604,390 in 1895 to $7,565,496 in 1901. Machinery of all kinds, including $306,135 in 1895 to $8,109,065 in 1900, the figures for 1901 in this item being not yet available. xyxy=(1119,361,1323,607)
rule xyxy=(272,1558,410,1559)
article-paragraph: Missouri, Kansas and Texas passenger train No. 3, south bound, was held up and robbed at Caney Switch, I. T., by seven or eight men. Two men got on the train at Atoka. When two miles north of Caney they crawled over the tender with pistols in hand, covered the engineer and fireman and commanded them to stop at Caney water tank. There the men were joined by the others, and at this juncture a fusillade of shots alarmed the crew and passengers. xyxy=(899,318,1103,447)
headline-deck: Mischief of Fiend is Discovered in Nick of Time. xyxy=(915,959,1086,980)
article-paragraph: Various estimates have been made of the crop, but the following is a conservative one: Koshkonong will ship 250 cars of peaches; Mammoth Spring, 20 cars; Thayer, 10 cars; Brandsville, 25 cars; West Plains, 10 cars; Olden, 10 cars; Pomona, 40 cars; Mount View, 20 cars; Willow Springs, 10 cars; Cedar Gap, 40 cars. The entire crop at Koshkonong has been sold to John G. McNair. S. R. Young & Company of Springfield have bought the entire crop around Mammoth Spring. xyxy=(1119,1387,1323,1527)
columns xyxy=(11,79,1555,2288)
article-paragraph: Plummer Jones, one of the rescuing party, was overcome by gas and died. This tunnel has already cost thirty lives and is still far from being completed. xyxy=(459,1521,663,1568)
article-paragraph: But for the watchful eye and prompt use of his trigger finger by Asylum Fireman Gilbert Lord there might have been a dreadful catastrophe at the state institution at Nevada, Mo. xyxy=(899,991,1103,1050)
news-note: Rossville is the corn center of Kansas. xyxy=(1351,1659,1525,1671)
article-paragraph: Further improvements in the condition of cotton is generally reported from the central and eastern portions of the cotton belt, although rust and shedding are more or less indicated, especially in Georgia, Florida and portions of Alabama, where too much rain has fallen in localities. Over much of the Western part of the cotton belt, and in portions of the central districts, cotton is suffering for rain, and in the drought regions of Texas is failing rapidly. Picking is in general progress in Texas, except in the northern portion. xyxy=(679,627,883,779)
article-paragraph: The Western Union office in Mobile has been abandoned, the water being three feet deep in the operating room. Communications were had for a few minutes with Mobile. The Associated press reporter there had made his way to the operating room in a boat. He took up his position and the operator in the switchboard, several feet above the flood office and detaching the associated press wire from its place in the board, sent this message: xyxy=(239,252,443,392)
headline-deck: Black Hills Story About a Dane for Whom Relatives Have Hunted. xyxy=(696,1307,865,1328)
news-note: J. C. Weathers of Howard, a prophet with some honor in Elk county, says that winter will be as dry as 1900. He says that he knows that it won't. xyxy=(1339,726,1544,771)
brief-paragraph: A mistake was made in computing the number of bars of gold stolen from the Selby Smelting works at San Francisco a week ago. The loss is valued at $320,000, nearly $50,000 above the original figures. xyxy=(459,1730,663,1787)
headline: CITY OF MOBILE LOST. xyxy=(258,87,424,103)
headline-deck: Receiver Appointed for the Young Chicago Grain Broker. xyxy=(253,807,429,828)
article-paragraph: In the Middle Atlantic states and New England tobacco has made favorable progress, except in portions of Maryland, where the crop on lowlands has been injured by too much rain. In Kentucky and in portions of Tennessee the crop is greatly improved, but in Southern Ohio it has been seriously damaged by drought. xyxy=(679,783,883,878)
article-paragraph: Former Governor William J. Stone is critically ill at his home in St. Louis. For three weeks he has been confined to his room with dysentery and rumors that his ailment was not responding to treatment as rapidly as expected have been current for the past ten days. It is learned that he has suffered something of the nature of a relapse, and has taken no nourishment since his relapse, but intimate friends are denied admission to his bedside. xyxy=(239,1563,443,1692)
news-note: Fort Riley is the geographical center of the country. xyxy=(1339,200,1544,223)
news-note: Cowley farmers are paying for cotton spring croquet fever. xyxy=(1339,282,1544,305)
headline-deck: Population 1.6 per cent Greater Than a Year Ago. xyxy=(31,1127,210,1149)
article-paragraph: Grant captured Colonel Martin Cabrera, his adjutant and six other insurgents. Cabrera has been growing in power for some time. He controlled all the insurgents in Southern Batangas and also those surrounding the city of Batangas. xyxy=(19,1465,222,1535)
headline-deck: Robbery Occurred Near Caney—Express Safes Blown Open, Mail Rifled and All the Passengers Robbed—Six of the Bandits Have Been Arrested. xyxy=(906,264,1095,306)
article-paragraph: Rains have interrupted spring wheat harvest, which, however, is nearly finished over the Southern portion of the spring wheat region, and caused lodging in portions of North Dakota, where the grain is reported as shrunk and heads not well filled, as a result of the late excessive heat. xyxy=(679,489,883,583)
article-paragraph: A little more than a month ago German Consul Wever placed a description of Terlinden in the hands of William A. Pinkerton. The next day the detective learned that a man answering the general appearance of the absconder had changed 10,000 marks into American dollars at the First National bank of Chicago. A canvass of the other banks showed that he had deposits in at least two of them. It was found that he had lived for a few days at the Continental hotel under the name of Gracie. Thence he had gone to Milwaukee. Terlinden speaks English and French fluently, but with a pronounced German accent. He was placed under arrest without difficulty. The Pinkerton officials admit that a considerable portion of the prisoner's supposed booty was found in his pockets, and that more of it was on deposit in Chicago banks. A fight against his extradition is probable. xyxy=(19,567,222,824)
article-paragraph: The operator at Caney, when he heard the shooting, suspected the train was being held up and put out the light in the depot and telegraphed to Atoka, eleven miles away, for officers. Within two hours after the robbery was committed bloodhounds had trailed them to their hiding place. They found the wet clothing identified by passengers as that worn by the robbers. They found three masks and found in the fire box of the cook stove when the arrests were made. Six of the men have been arrested. It is believed the Indian government always pay for robbers and will find the shoes exactly. xyxy=(899,584,1103,759)
news-note: People in Kansas who are leaving Kansas who can be with the new state may hear about the Greeks who were no hope on the railroads in that state. xyxy=(1339,1947,1544,1992)
article-paragraph: Second Lieutenant Walter S. Grant of the Sixth cavalry, while scouting with a detachment near Taal, Batangas province, has made what military authorities consider to be the most important capture since Aguinaldo was made prisoner. xyxy=(19,1389,222,1460)
filler-item: The laying on of hands as a curative power is not new. Almost any old mother with a kept fledgling has practiced the art. xyxy=(1119,2046,1323,2080)
brief-paragraph: William Smith, the 10-year-old grandson of Mrs. E. R. L. Hale, of Sedalia, Mo., who was hit in the stomach by a base ball two weeks ago, died from his injuries. This makes the second similar fatality this season and the two other casualties include one broken leg and one fractured arm. xyxy=(459,1937,663,2016)
brief-paragraph: The fact has just come to light that General W. J. Palmer of Colorado Springs, at the time that he sold his interest in the Rio Grande Western railroad for $6,000,000 about three months ago to the Rio Grande Western, distributed among those who had been associated with him in the building of that road, amounting in all to more than $1,000,000. Each employe, from section foreman to general manager, was remembered. xyxy=(459,1588,663,1711)
article-paragraph: The total population of Kansas, as returned by township assessors for March 1, and tabulated by the state board of agriculture, is 1,467,808, or a net increase within the preceding year of 23,150, or 1.6 per cent, making the number of inhabitants in 1901 larger than at any previous time in the past thirteen years. This year seventy-three counties have gained 35,296, the largest gain being 6,319 in Wyandotte county, the smallest 2, in Butler. Thirty-one counties lost 12,196, the heaviest loser being Cherokee county, 2,059; the smallest Grant, 4. xyxy=(19,1159,222,1324)
news-note: Just as a lot of the orchards of Kansas are abandoning the hope that anything would ever happen again in Burlington, a young woman from town flashes a diamond ring on the public. xyxy=(1339,1338,1544,1394)
headline: PATIENCE HAS A LIMIT. xyxy=(922,1342,1080,1359)
brief-paragraph: A dispatch from Naples, dated August 11, says: Signor Crispi died at 7:45 o'clock this evening. He was surrounded by the members of his family and several intimate friends. The news was immediately telegraphed to King Emmanuel and Queen Helen. The papers assert that the body will be conveyed by steamer to Palermo, where the municipality will arrange for a great public funeral. It is rumored that Signor Crispi's will authorizes a former Italian publisher to examine his papers and to publish his memoirs. xyxy=(899,1566,1103,1711)
article-paragraph: Since then a close watch has been kept for fear of a repetition of the attempt, and at last the intruder came. A load of shot was fired into his coat, but so far as known he failed to get within the range of the gun. The asylum authorities are greatly alarmed over the affair and express the opinion that the utmost vigilance is being exercised to prevent a repetition of the outrage. xyxy=(899,1211,1103,1328)
rule xyxy=(899,914,1103,915)
article-paragraph: J. A. Davis, deputy marshal of Colbert, I. T., says the following men have been arrested on the charge of having committed the robbery: E. C. Richmond, Bob Alford, George Brown, John Gibson, Tom Edwards and Jack Barr. These men were arrested at Caney and taken to Atoka. xyxy=(899,764,1103,857)
article-paragraph: A detective from Cincinnati has arrested George Stag, living near Franklin, presumably in connection with the affair. xyxy=(1119,1147,1323,1195)
article-paragraph: John G. McNair, the "peach king" of South Missouri, has begun shipping his large crop of peaches from the Buffalo fruit farm at Koshkonong. All along the line of the Memphis route fruit growers are preparing to gather their crop. The long drought kept back the fruit for over two weeks, but now it is ripening and is of unusual size. xyxy=(1119,1277,1323,1382)
rule xyxy=(932,312,1070,313)
